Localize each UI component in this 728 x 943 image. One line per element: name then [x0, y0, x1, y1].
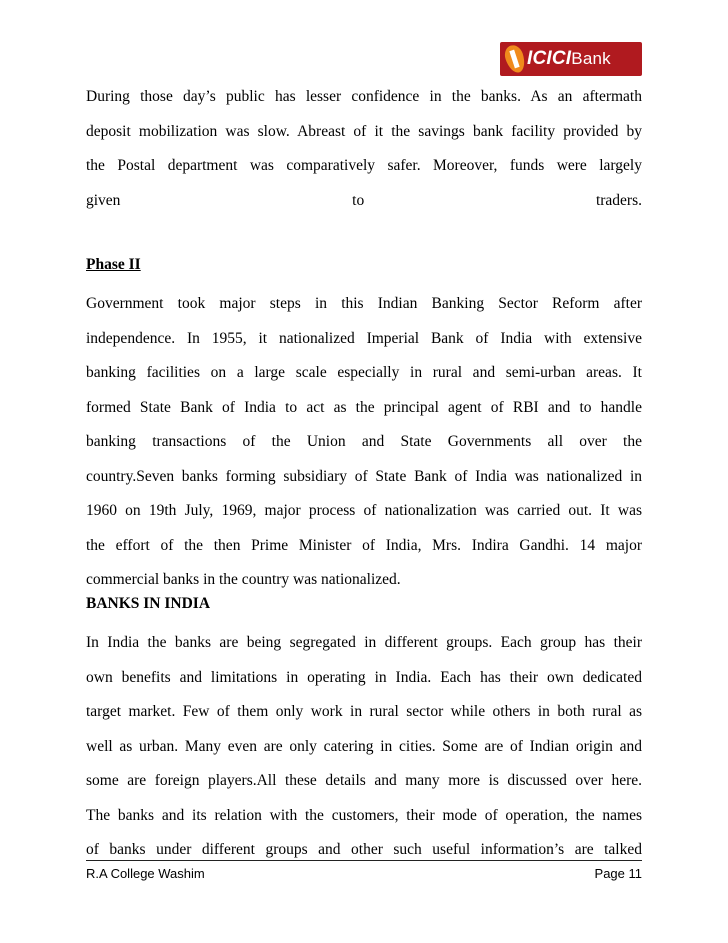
paragraph-phase-ii [86, 287, 642, 598]
footer-divider [86, 860, 642, 861]
text-line: Government took major steps in this Indian Banking Sector Reform after [86, 295, 642, 312]
footer-page-number: Page 11 [594, 866, 642, 881]
icici-bank-logo [500, 42, 642, 76]
text-line: some are foreign players.All these details and many more is discussed over here. [86, 772, 642, 789]
footer-college: R.A College Washim [86, 866, 205, 881]
text-line: the effort of the then Prime Minister of India, Mrs. Indira Gandhi. 14 major [86, 536, 642, 554]
text-line: In India the banks are being segregated in different groups. Each group has their [86, 634, 642, 651]
text-line: 1960 on 19th July, 1969, major process of nationalization was carried out. It was [86, 502, 642, 519]
text-line: During those day’s public has lesser confidence in the banks. As an aftermath [86, 88, 642, 105]
text-line: the Postal department was comparatively safer. Moreover, funds were largely [86, 157, 642, 174]
text-line: of banks under different groups and other such useful information’s are talked [86, 841, 642, 858]
text-line: well as urban. Many even are only catering in cities. Some are of Indian origin and [86, 737, 642, 755]
heading-banks-in-india: BANKS IN INDIA [86, 595, 211, 612]
heading-phase-ii: Phase II [86, 256, 141, 273]
text-line: country.Seven banks forming subsidiary of State Bank of India was nationalized in [86, 467, 642, 485]
text-line: banking facilities on a large scale especially in rural and semi-urban areas. It [86, 364, 642, 381]
text-line: commercial banks in the country was nationalized. [86, 571, 401, 588]
text-line: independence. In 1955, it nationalized Imperial Bank of India with extensive [86, 329, 642, 347]
text-line: banking transactions of the Union and State Governments all over the [86, 433, 642, 450]
logo-text: ICICIBank [527, 48, 611, 69]
text-line: deposit mobilization was slow. Abreast of it the savings bank facility provided by [86, 122, 642, 140]
text-line: own benefits and limitations in operating in India. Each has their own dedicated [86, 668, 642, 686]
text-line: given to traders. [86, 191, 642, 209]
text-line: formed State Bank of India to act as the principal agent of RBI and to handle [86, 398, 642, 416]
text-line: target market. Few of them only work in rural sector while others in both rural as [86, 703, 642, 720]
paragraph-banks-in-india [86, 626, 642, 868]
paragraph-intro [86, 80, 642, 218]
text-line: The banks and its relation with the customers, their mode of operation, the names [86, 806, 642, 824]
